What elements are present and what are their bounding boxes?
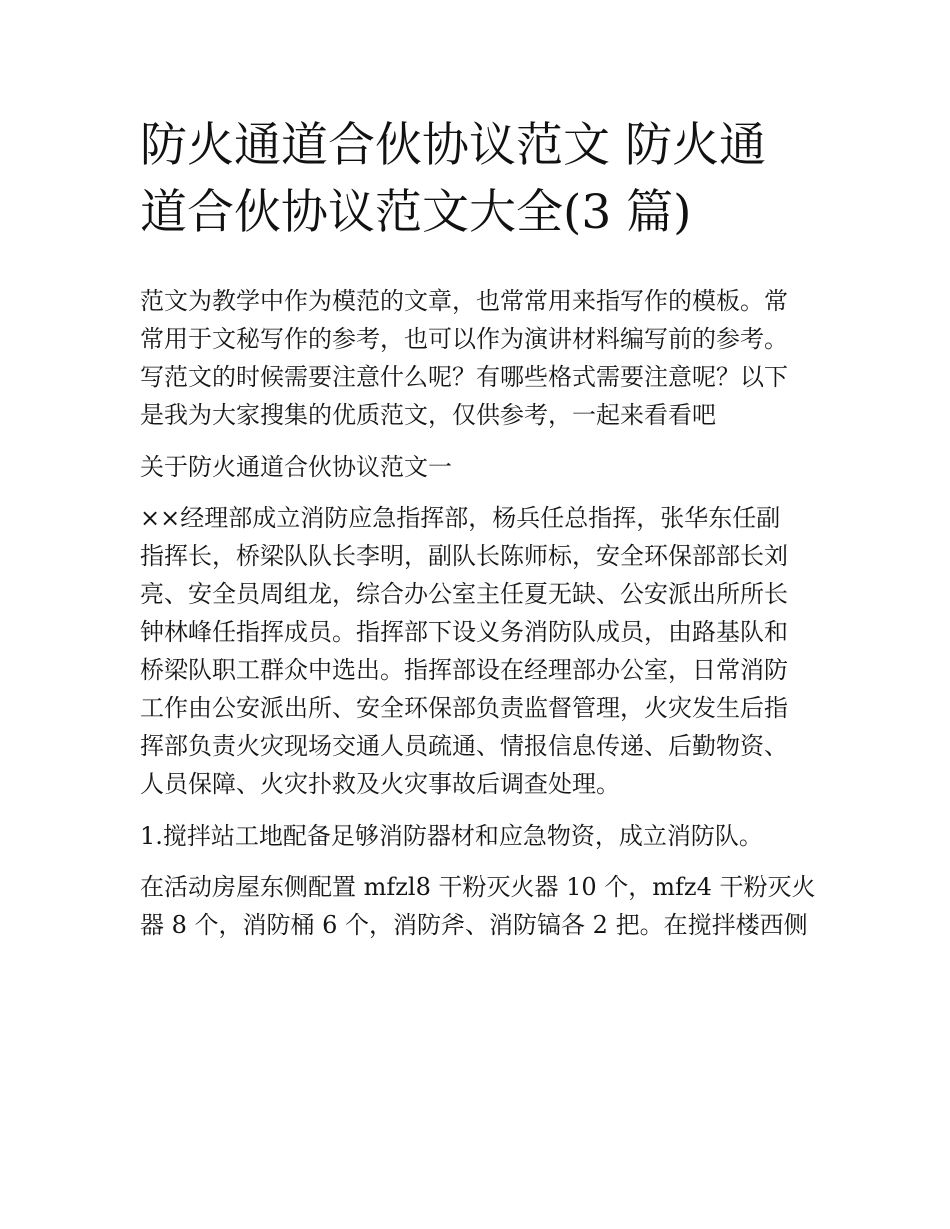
body-paragraph: 在活动房屋东侧配置 mfzl8 干粉灭火器 10 个，mfz4 干粉灭火 器 8 个，消防桶 6 个，消防斧、消防镐各 2 把。在搅拌楼西侧 (140, 873, 816, 939)
list-item: 1.搅拌站工地配备足够消防器材和应急物资，成立消防队。 (140, 821, 763, 850)
document-body (140, 282, 830, 958)
title-line-1: 防火通道合伙协议范文 防火通 (140, 118, 766, 173)
body-paragraph: ××经理部成立消防应急指挥部，杨兵任总指挥，张华东任副 指挥长，桥梁队队长李明，副队长陈师标，安全环保部部长刘 亮、安全员周组龙，综合办公室主任夏无缺、公安派出所所长 钟林峰任指挥成员。指挥部下设义务消防队成员，由路基队和 桥梁队职工群众中选出。指挥部设在经理部办公室，日常消防 工作由公安派出所、安全环保部负责监督管理，火灾发生后指 挥部负责火灾现场交通人员疏通、情报信息传递、后勤物资、 人员保障、火灾扑救及火灾事故后调查处理。 (140, 504, 788, 798)
document-title (140, 112, 830, 246)
title-line-2: 道合伙协议范文大全(3 篇) (140, 185, 692, 240)
section-heading: 关于防火通道合伙协议范文一 (140, 452, 452, 481)
intro-paragraph: 范文为教学中作为模范的文章，也常常用来指写作的模板。常 常用于文秘写作的参考，也可以作为演讲材料编写前的参考。 写范文的时候需要注意什么呢？有哪些格式需要注意呢？以下 是我为大家搜集的优质范文，仅供参考，一起来看看吧 (140, 287, 788, 429)
